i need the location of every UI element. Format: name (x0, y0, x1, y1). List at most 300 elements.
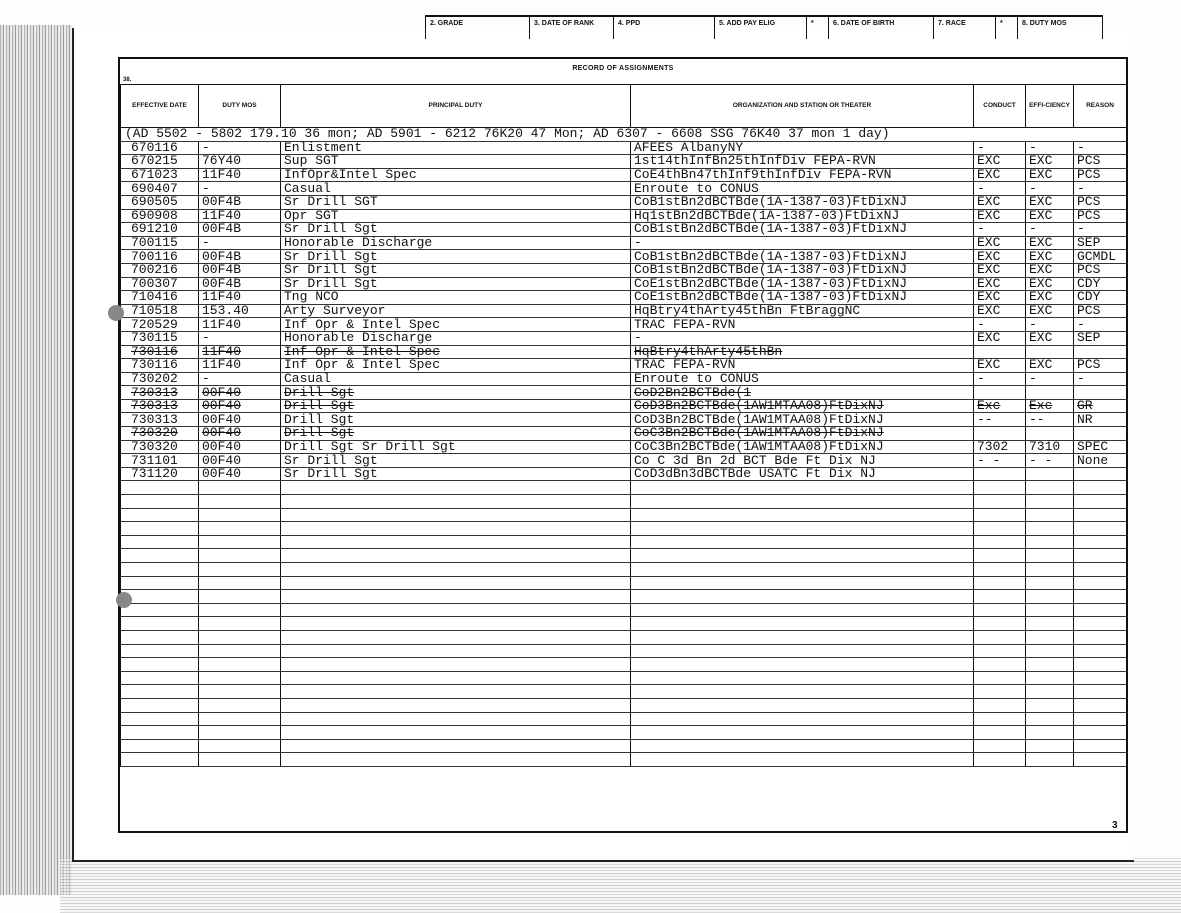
efficiency-cell: 7310 (1026, 440, 1074, 454)
blank-cell (1026, 658, 1074, 672)
blank-cell (631, 671, 974, 685)
principal-duty-cell: Drill Sgt (281, 427, 631, 441)
conduct-cell: - (974, 182, 1026, 196)
duty-mos-cell: 11F40 (199, 291, 281, 305)
blank-row (121, 535, 1127, 549)
reason-cell: None (1074, 454, 1127, 468)
table-header-row (121, 85, 1127, 128)
blank-cell (1026, 508, 1074, 522)
conduct-cell: EXC (974, 277, 1026, 291)
blank-cell (1026, 522, 1074, 536)
organization-cell: HqBtry4thArty45thBn FtBraggNC (631, 304, 974, 318)
blank-row (121, 495, 1127, 509)
column-header: DUTY MOS (199, 85, 281, 128)
duty-mos-cell: - (199, 182, 281, 196)
organization-cell: CoB1stBn2dBCTBde(1A-1387-03)FtDixNJ (631, 263, 974, 277)
blank-cell (281, 535, 631, 549)
duty-mos-cell: 11F40 (199, 168, 281, 182)
blank-cell (281, 481, 631, 495)
principal-duty-cell: Tng NCO (281, 291, 631, 305)
blank-cell (121, 549, 199, 563)
blank-cell (1026, 712, 1074, 726)
effective-date-cell: 671023 (121, 168, 199, 182)
organization-cell: CoC3Bn2BCTBde(1AW1MTAA08)FtDixNJ (631, 427, 974, 441)
principal-duty-cell: Sr Drill Sgt (281, 263, 631, 277)
blank-cell (631, 522, 974, 536)
principal-duty-cell: Drill Sgt (281, 399, 631, 413)
blank-cell (281, 617, 631, 631)
table-row (121, 250, 1127, 264)
header-field: 8. DUTY MOS (1017, 17, 1103, 39)
conduct-cell: -- (974, 413, 1026, 427)
blank-cell (121, 753, 199, 767)
blank-cell (1074, 671, 1127, 685)
blank-row (121, 563, 1127, 577)
table-row (121, 291, 1127, 305)
blank-row (121, 739, 1127, 753)
reason-cell: SEP (1074, 331, 1127, 345)
blank-cell (631, 726, 974, 740)
punch-hole (116, 592, 132, 608)
efficiency-cell: EXC (1026, 168, 1074, 182)
blank-row (121, 481, 1127, 495)
blank-cell (631, 658, 974, 672)
effective-date-cell: 690908 (121, 209, 199, 223)
blank-row (121, 698, 1127, 712)
blank-cell (281, 753, 631, 767)
blank-cell (1026, 495, 1074, 509)
blank-cell (281, 644, 631, 658)
conduct-cell: 7302 (974, 440, 1026, 454)
scan-edge-bottom (60, 858, 1181, 913)
effective-date-cell: 730115 (121, 331, 199, 345)
duty-mos-cell: 00F40 (199, 399, 281, 413)
efficiency-cell: EXC (1026, 359, 1074, 373)
page-number: 3 (1112, 820, 1118, 831)
blank-cell (631, 590, 974, 604)
blank-cell (199, 563, 281, 577)
reason-cell: - (1074, 223, 1127, 237)
efficiency-cell: EXC (1026, 250, 1074, 264)
blank-cell (1074, 522, 1127, 536)
blank-cell (199, 685, 281, 699)
blank-cell (199, 576, 281, 590)
summary-row (121, 128, 1127, 142)
blank-cell (281, 590, 631, 604)
organization-cell: - (631, 331, 974, 345)
blank-cell (974, 549, 1026, 563)
efficiency-cell: - - (1026, 454, 1074, 468)
blank-row (121, 603, 1127, 617)
blank-cell (1074, 576, 1127, 590)
blank-cell (121, 603, 199, 617)
table-row (121, 318, 1127, 332)
conduct-cell: EXC (974, 304, 1026, 318)
principal-duty-cell: Honorable Discharge (281, 236, 631, 250)
blank-cell (1074, 630, 1127, 644)
blank-cell (974, 563, 1026, 577)
reason-cell: GCMDL (1074, 250, 1127, 264)
blank-cell (974, 535, 1026, 549)
blank-cell (121, 495, 199, 509)
principal-duty-cell: Sr Drill Sgt (281, 467, 631, 481)
reason-cell: PCS (1074, 155, 1127, 169)
organization-cell: Enroute to CONUS (631, 182, 974, 196)
efficiency-cell: EXC (1026, 195, 1074, 209)
blank-cell (1074, 481, 1127, 495)
efficiency-cell: - (1026, 141, 1074, 155)
reason-cell: CDY (1074, 291, 1127, 305)
header-field: 6. DATE OF BIRTH (828, 17, 933, 39)
blank-cell (1026, 753, 1074, 767)
conduct-cell: EXC (974, 209, 1026, 223)
blank-cell (281, 549, 631, 563)
blank-cell (1026, 576, 1074, 590)
reason-cell: - (1074, 141, 1127, 155)
blank-cell (974, 753, 1026, 767)
blank-cell (281, 576, 631, 590)
blank-cell (974, 658, 1026, 672)
blank-cell (631, 563, 974, 577)
blank-cell (199, 739, 281, 753)
blank-cell (631, 698, 974, 712)
blank-cell (974, 726, 1026, 740)
blank-cell (281, 603, 631, 617)
blank-cell (1074, 535, 1127, 549)
table-row (121, 195, 1127, 209)
blank-cell (121, 726, 199, 740)
reason-cell: CDY (1074, 277, 1127, 291)
blank-row (121, 630, 1127, 644)
table-row (121, 386, 1127, 400)
assignments-table (120, 84, 1127, 767)
table-row (121, 141, 1127, 155)
conduct-cell: EXC (974, 236, 1026, 250)
column-header: PRINCIPAL DUTY (281, 85, 631, 128)
conduct-cell: EXC (974, 155, 1026, 169)
blank-cell (121, 481, 199, 495)
blank-cell (631, 617, 974, 631)
efficiency-cell: - (1026, 318, 1074, 332)
blank-cell (974, 739, 1026, 753)
effective-date-cell: 700115 (121, 236, 199, 250)
blank-row (121, 576, 1127, 590)
duty-mos-cell: - (199, 372, 281, 386)
efficiency-cell: EXC (1026, 331, 1074, 345)
blank-cell (1074, 603, 1127, 617)
principal-duty-cell: Honorable Discharge (281, 331, 631, 345)
blank-row (121, 590, 1127, 604)
blank-cell (1074, 658, 1127, 672)
duty-mos-cell: 76Y40 (199, 155, 281, 169)
blank-cell (281, 495, 631, 509)
blank-cell (1026, 563, 1074, 577)
blank-cell (121, 590, 199, 604)
blank-cell (1074, 549, 1127, 563)
blank-cell (974, 698, 1026, 712)
organization-cell: TRAC FEPA-RVN (631, 359, 974, 373)
principal-duty-cell: Sr Drill Sgt (281, 250, 631, 264)
blank-row (121, 617, 1127, 631)
duty-mos-cell: - (199, 331, 281, 345)
blank-cell (974, 495, 1026, 509)
principal-duty-cell: Casual (281, 182, 631, 196)
blank-cell (1074, 563, 1127, 577)
duty-mos-cell: 00F40 (199, 413, 281, 427)
duty-mos-cell: 00F4B (199, 250, 281, 264)
efficiency-cell: EXC (1026, 263, 1074, 277)
organization-cell: CoD3dBn3dBCTBde USATC Ft Dix NJ (631, 467, 974, 481)
blank-cell (1026, 603, 1074, 617)
blank-cell (631, 712, 974, 726)
effective-date-cell: 691210 (121, 223, 199, 237)
conduct-cell: - (974, 318, 1026, 332)
form-title: RECORD OF ASSIGNMENTS (572, 65, 674, 72)
column-header: ORGANIZATION AND STATION OR THEATER (631, 85, 974, 128)
blank-cell (974, 630, 1026, 644)
blank-cell (199, 549, 281, 563)
effective-date-cell: 730320 (121, 440, 199, 454)
summary-line: (AD 5502 - 5802 179.10 36 mon; AD 5901 - 6212 76K20 47 Mon; AD 6307 - 6608 SSG 76K40 37 mon 1 day) (125, 126, 890, 142)
duty-mos-cell: 11F40 (199, 209, 281, 223)
blank-cell (1074, 698, 1127, 712)
duty-mos-cell: 00F40 (199, 386, 281, 400)
column-header: CONDUCT (974, 85, 1026, 128)
principal-duty-cell: Sr Drill Sgt (281, 223, 631, 237)
efficiency-cell (1026, 467, 1074, 481)
blank-cell (974, 617, 1026, 631)
blank-cell (199, 481, 281, 495)
organization-cell: CoB1stBn2dBCTBde(1A-1387-03)FtDixNJ (631, 250, 974, 264)
blank-cell (199, 603, 281, 617)
header-field: 3. DATE OF RANK (529, 17, 613, 39)
table-row (121, 440, 1127, 454)
effective-date-cell: 700307 (121, 277, 199, 291)
table-row (121, 454, 1127, 468)
effective-date-cell: 730313 (121, 399, 199, 413)
header-field: 4. PPD (613, 17, 714, 39)
header-field: * (995, 17, 1017, 39)
table-row (121, 413, 1127, 427)
principal-duty-cell: Sup SGT (281, 155, 631, 169)
blank-cell (631, 739, 974, 753)
organization-cell: Co C 3d Bn 2d BCT Bde Ft Dix NJ (631, 454, 974, 468)
organization-cell: TRAC FEPA-RVN (631, 318, 974, 332)
efficiency-cell: - (1026, 182, 1074, 196)
organization-cell: CoE1stBn2dBCTBde(1A-1387-03)FtDixNJ (631, 277, 974, 291)
blank-cell (1026, 549, 1074, 563)
reason-cell: - (1074, 372, 1127, 386)
table-row (121, 263, 1127, 277)
blank-cell (1026, 590, 1074, 604)
organization-cell: CoC3Bn2BCTBde(1AW1MTAA08)FtDixNJ (631, 440, 974, 454)
blank-cell (631, 549, 974, 563)
principal-duty-cell: Arty Surveyor (281, 304, 631, 318)
reason-cell: PCS (1074, 263, 1127, 277)
effective-date-cell: 710518 (121, 304, 199, 318)
efficiency-cell: -- (1026, 413, 1074, 427)
table-row (121, 345, 1127, 359)
table-row (121, 236, 1127, 250)
blank-cell (1026, 644, 1074, 658)
column-header: EFFECTIVE DATE (121, 85, 199, 128)
conduct-cell: EXC (974, 291, 1026, 305)
blank-cell (974, 481, 1026, 495)
blank-cell (1026, 739, 1074, 753)
principal-duty-cell: Opr SGT (281, 209, 631, 223)
blank-cell (121, 522, 199, 536)
duty-mos-cell: 00F4B (199, 223, 281, 237)
blank-cell (281, 698, 631, 712)
blank-cell (1074, 508, 1127, 522)
header-field: 5. ADD PAY ELIG (714, 17, 806, 39)
conduct-cell: - (974, 141, 1026, 155)
blank-row (121, 508, 1127, 522)
conduct-cell: EXC (974, 331, 1026, 345)
duty-mos-cell: 00F40 (199, 427, 281, 441)
efficiency-cell: EXC (1026, 155, 1074, 169)
efficiency-cell: - (1026, 223, 1074, 237)
blank-cell (1074, 590, 1127, 604)
conduct-cell: - (974, 223, 1026, 237)
principal-duty-cell: Drill Sgt Sr Drill Sgt (281, 440, 631, 454)
organization-cell: Enroute to CONUS (631, 372, 974, 386)
blank-cell (281, 671, 631, 685)
blank-cell (281, 658, 631, 672)
blank-cell (1026, 726, 1074, 740)
duty-mos-cell: 00F4B (199, 263, 281, 277)
blank-row (121, 522, 1127, 536)
blank-cell (281, 508, 631, 522)
organization-cell: CoD3Bn2BCTBde(1AW1MTAA08)FtDixNJ (631, 399, 974, 413)
effective-date-cell: 730116 (121, 345, 199, 359)
blank-cell (121, 685, 199, 699)
blank-cell (199, 495, 281, 509)
organization-cell: CoD2Bn2BCTBde(1 (631, 386, 974, 400)
blank-cell (199, 630, 281, 644)
reason-cell: PCS (1074, 209, 1127, 223)
table-row (121, 182, 1127, 196)
table-row (121, 372, 1127, 386)
effective-date-cell: 730116 (121, 359, 199, 373)
conduct-cell: EXC (974, 359, 1026, 373)
organization-cell: CoB1stBn2dBCTBde(1A-1387-03)FtDixNJ (631, 223, 974, 237)
blank-cell (1074, 712, 1127, 726)
table-row (121, 331, 1127, 345)
blank-cell (974, 685, 1026, 699)
blank-cell (631, 644, 974, 658)
principal-duty-cell: Drill Sgt (281, 413, 631, 427)
blank-cell (1026, 671, 1074, 685)
efficiency-cell: EXC (1026, 304, 1074, 318)
duty-mos-cell: 00F40 (199, 454, 281, 468)
organization-cell: 1st14thInfBn25thInfDiv FEPA-RVN (631, 155, 974, 169)
blank-cell (121, 739, 199, 753)
effective-date-cell: 730320 (121, 427, 199, 441)
principal-duty-cell: Casual (281, 372, 631, 386)
blank-cell (121, 698, 199, 712)
duty-mos-cell: 00F40 (199, 440, 281, 454)
header-fields (425, 15, 1103, 39)
reason-cell: PCS (1074, 304, 1127, 318)
blank-cell (1026, 535, 1074, 549)
conduct-cell: - - (974, 454, 1026, 468)
principal-duty-cell: Inf Opr & Intel Spec (281, 359, 631, 373)
blank-row (121, 753, 1127, 767)
form-number: 38. (123, 77, 132, 83)
effective-date-cell: 710416 (121, 291, 199, 305)
header-field: 2. GRADE (425, 17, 529, 39)
blank-cell (121, 563, 199, 577)
header-field: * (806, 17, 828, 39)
blank-row (121, 685, 1127, 699)
principal-duty-cell: Inf Opr & Intel Spec (281, 318, 631, 332)
organization-cell: CoB1stBn2dBCTBde(1A-1387-03)FtDixNJ (631, 195, 974, 209)
blank-row (121, 726, 1127, 740)
blank-cell (281, 563, 631, 577)
blank-cell (1074, 726, 1127, 740)
blank-cell (1074, 753, 1127, 767)
scan-edge-left (0, 25, 72, 895)
principal-duty-cell: Drill Sgt (281, 386, 631, 400)
reason-cell (1074, 467, 1127, 481)
organization-cell: - (631, 236, 974, 250)
organization-cell: CoE4thBn47thInf9thInfDiv FEPA-RVN (631, 168, 974, 182)
table-row (121, 467, 1127, 481)
blank-cell (1026, 481, 1074, 495)
blank-cell (281, 712, 631, 726)
blank-cell (1074, 739, 1127, 753)
blank-cell (974, 644, 1026, 658)
duty-mos-cell: 00F4B (199, 277, 281, 291)
organization-cell: HqBtry4thArty45thBn (631, 345, 974, 359)
conduct-cell (974, 467, 1026, 481)
blank-cell (199, 522, 281, 536)
blank-cell (199, 671, 281, 685)
blank-row (121, 671, 1127, 685)
blank-row (121, 658, 1127, 672)
duty-mos-cell: - (199, 236, 281, 250)
blank-cell (1074, 685, 1127, 699)
blank-cell (1026, 698, 1074, 712)
blank-cell (974, 522, 1026, 536)
blank-cell (199, 753, 281, 767)
organization-cell: CoD3Bn2BCTBde(1AW1MTAA08)FtDixNJ (631, 413, 974, 427)
blank-cell (281, 739, 631, 753)
punch-hole (108, 305, 124, 321)
effective-date-cell: 670215 (121, 155, 199, 169)
conduct-cell: - (974, 372, 1026, 386)
blank-cell (121, 630, 199, 644)
blank-cell (199, 712, 281, 726)
record-of-assignments-form (118, 57, 1128, 833)
reason-cell: - (1074, 318, 1127, 332)
blank-cell (1026, 617, 1074, 631)
efficiency-cell: EXC (1026, 277, 1074, 291)
blank-cell (121, 658, 199, 672)
blank-cell (974, 576, 1026, 590)
blank-cell (974, 671, 1026, 685)
blank-cell (199, 658, 281, 672)
blank-cell (121, 644, 199, 658)
blank-cell (121, 712, 199, 726)
effective-date-cell: 731120 (121, 467, 199, 481)
table-row (121, 399, 1127, 413)
blank-cell (631, 603, 974, 617)
organization-cell: AFEES AlbanyNY (631, 141, 974, 155)
blank-cell (199, 644, 281, 658)
duty-mos-cell: - (199, 141, 281, 155)
